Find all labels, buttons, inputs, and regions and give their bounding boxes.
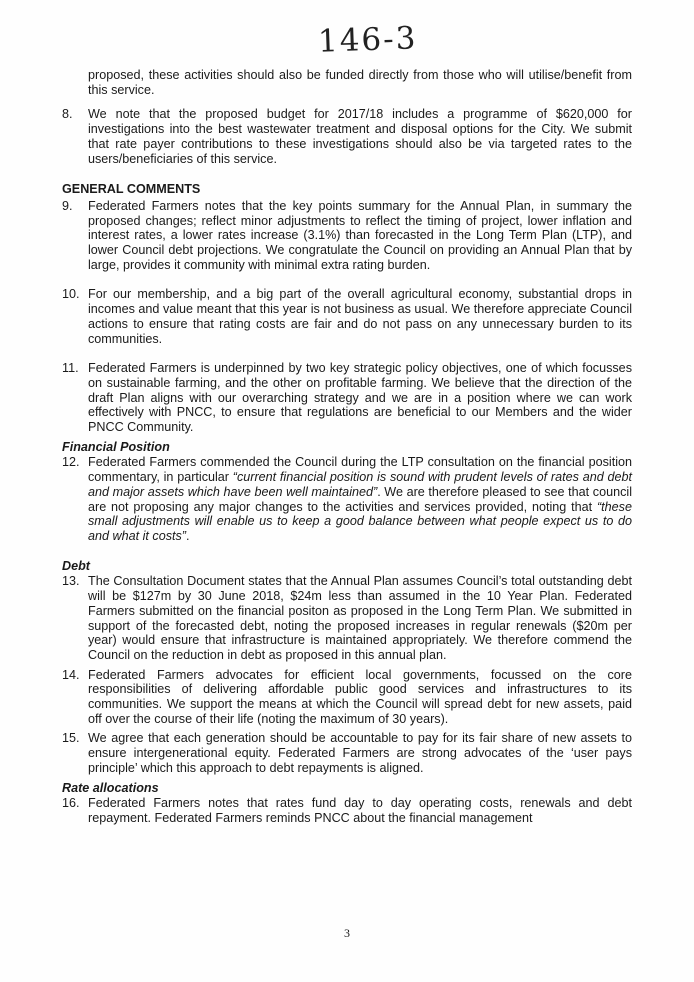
paragraph-12 bbox=[62, 455, 632, 543]
paragraph-text: For our membership, and a big part of the overall agricultural economy, substantial drops in incomes and value meant that this year is not business as usual. We therefore appreciate Council actions to ensure that rating costs are fair and do not pass on any unnecessary burden to its communities. bbox=[88, 287, 632, 346]
paragraph-number: 16. bbox=[62, 796, 80, 811]
paragraph-text: Federated Farmers advocates for efficient local governments, focussed on the core responsibilities of delivering affordable public good services and infrastructures to its communities. We support the means at which the Council will spread debt for new assets, paid off over the course of their life (noting the maximum of 30 years). bbox=[88, 667, 632, 726]
quote-financial-position: “current financial position is sound with prudent levels of rates and debt and major assets which have been well maintained” bbox=[88, 470, 632, 499]
paragraph-text-part: . We are therefore pleased to see that council are not proposing any major changes to the activities and services provided, noting that bbox=[88, 484, 632, 514]
paragraph-text-part: Federated Farmers commended the Council during the LTP consultation on the financial position commentary, in particular bbox=[88, 455, 632, 485]
paragraph-16 bbox=[62, 796, 632, 825]
paragraph-9 bbox=[62, 199, 632, 273]
document-body bbox=[62, 68, 632, 826]
handwritten-annotation: 146-3 bbox=[317, 20, 418, 60]
paragraph-number: 9. bbox=[62, 198, 73, 213]
paragraph-number: 12. bbox=[62, 455, 80, 470]
paragraph-number: 13. bbox=[62, 574, 80, 589]
paragraph-number: 10. bbox=[62, 287, 80, 302]
paragraph-text: Federated Farmers notes that rates fund day to day operating costs, renewals and debt repayment. Federated Farmers reminds PNCC about the financial management bbox=[88, 796, 632, 825]
section-heading-general-comments: GENERAL COMMENTS bbox=[62, 182, 201, 197]
page-number: 3 bbox=[344, 926, 350, 940]
paragraph-text: The Consultation Document states that the Annual Plan assumes Council’s total outstanding debt will be $127m by 30 June 2018, $24m less than assumed in the 10 Year Plan. Federated Farmers submitted on the financial positon as proposed in the Long Term Plan. We submitted in support of the forecasted debt, noting the proposed increases in regular renewals ($20m per year) would ensure that infrastructure is maintained appropriately. We therefore commend the Council on the reduction in debt as proposed in this annual plan. bbox=[88, 574, 632, 662]
paragraph-14 bbox=[62, 668, 632, 727]
quote-small-adjustments: “these small adjustments will enable us to keep a good balance between what people expect us to do and what it costs” bbox=[88, 499, 632, 543]
paragraph-number: 8. bbox=[62, 107, 73, 122]
paragraph-text: We note that the proposed budget for 2017/18 includes a programme of $620,000 for investigations into the best wastewater treatment and disposal options for the City. We submit that rate payer contributions to these investigations should also be via targeted rates to the users/beneficiaries of this service. bbox=[88, 107, 632, 166]
paragraph-10 bbox=[62, 287, 632, 346]
paragraph-text: Federated Farmers is underpinned by two key strategic policy objectives, one of which focusses on sustainable farming, and the other on profitable farming. We believe that the direction of the draft Plan aligns with our overarching strategy and we are in a position where we can work effectively with PNCC, to ensure that regulations are beneficial to our Members and the wider PNCC Community. bbox=[88, 361, 632, 435]
paragraph-text: We agree that each generation should be accountable to pay for its fair share of new assets to ensure intergenerational equity. Federated Farmers are strong advocates of the ‘user pays principle’ which this approach to debt repayments is aligned. bbox=[88, 731, 632, 775]
subheading-rate-allocations: Rate allocations bbox=[62, 780, 159, 795]
subheading-debt: Debt bbox=[62, 558, 90, 573]
paragraph-text-part: . bbox=[186, 528, 190, 543]
paragraph-number: 11. bbox=[62, 361, 79, 376]
paragraph-text: Federated Farmers notes that the key points summary for the Annual Plan, in summary the proposed changes; reflect minor adjustments to reflect the timing of project, lower inflation and interest rates, a lower rates increase (3.1%) than forecasted in the Long Term Plan (LTP), and lower Council debt projections. We congratulate the Council on providing an Annual Plan that by large, provides it community with minimal extra rating burden. bbox=[88, 198, 632, 272]
paragraph-number: 15. bbox=[62, 731, 80, 746]
paragraph-number: 14. bbox=[62, 667, 80, 682]
paragraph-8 bbox=[62, 107, 632, 166]
subheading-financial-position: Financial Position bbox=[62, 439, 170, 454]
paragraph-13 bbox=[62, 574, 632, 662]
paragraph-text bbox=[88, 455, 632, 543]
paragraph-7-continued: proposed, these activities should also be funded directly from those who will utilise/benefit from this service. bbox=[88, 68, 632, 97]
paragraph-11 bbox=[62, 361, 632, 435]
paragraph-15 bbox=[62, 731, 632, 775]
